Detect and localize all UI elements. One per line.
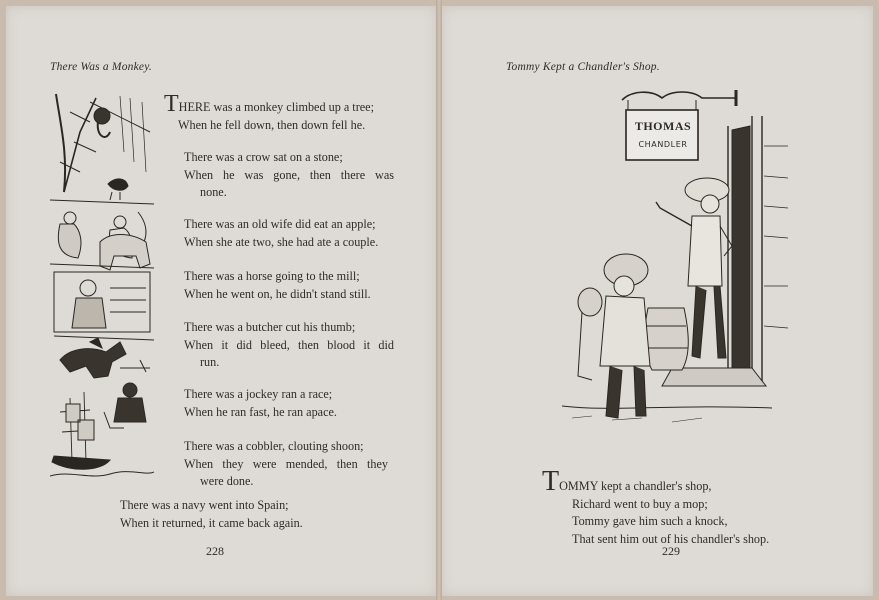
shop-sign-line-2: CHANDLER bbox=[638, 140, 688, 149]
left-page bbox=[6, 6, 436, 596]
verse-navy-line-2: When it returned, it came back again. bbox=[120, 515, 303, 530]
verse-old-wife-line-1: There was an old wife did eat an apple; bbox=[184, 217, 376, 231]
verse-old-wife bbox=[184, 216, 414, 251]
verse-crow-line-3: none. bbox=[200, 185, 227, 199]
verse-tommy-line-2: Richard went to buy a mop; bbox=[572, 496, 708, 511]
verse-cobbler-line-3: were done. bbox=[200, 474, 254, 488]
verse-horse-line-1: There was a horse going to the mill; bbox=[184, 269, 360, 283]
verse-tommy-line-4: That sent him out of his chandler's shop. bbox=[572, 531, 770, 546]
verse-tommy-line-1: OMMY kept a chandler's shop, bbox=[559, 479, 712, 493]
verse-old-wife-line-2: When she ate two, she had ate a couple. bbox=[184, 234, 379, 249]
verse-jockey-line-2: When he ran fast, he ran apace. bbox=[184, 404, 337, 419]
right-page bbox=[442, 6, 873, 596]
verse-navy bbox=[120, 497, 350, 532]
verse-butcher-line-3: run. bbox=[200, 355, 220, 369]
right-page-number: 229 bbox=[662, 544, 680, 558]
verse-tommy-line-3: Tommy gave him such a knock, bbox=[572, 514, 728, 528]
left-running-head: There Was a Monkey. bbox=[50, 61, 152, 73]
verse-crow-line-2: When he was gone, then there was bbox=[184, 167, 394, 182]
verse-horse-line-2: When he went on, he didn't stand still. bbox=[184, 286, 371, 301]
nursery-vignettes-illustration bbox=[50, 92, 154, 482]
left-page-number: 228 bbox=[206, 544, 224, 558]
verse-cobbler-line-1: There was a cobbler, clouting shoon; bbox=[184, 439, 364, 453]
verse-horse bbox=[184, 268, 414, 303]
right-running-head: Tommy Kept a Chandler's Shop. bbox=[506, 61, 660, 73]
verse-navy-line-1: There was a navy went into Spain; bbox=[120, 498, 289, 512]
shop-sign-line-1: THOMAS bbox=[634, 119, 692, 133]
verse-crow-line-1: There was a crow sat on a stone; bbox=[184, 150, 343, 164]
verse-butcher bbox=[184, 319, 394, 372]
verse-cobbler bbox=[184, 438, 388, 491]
verse-tommy-dropcap: T bbox=[542, 466, 560, 497]
verse-butcher-line-2: When it did bleed, then blood it did bbox=[184, 337, 394, 352]
verse-jockey bbox=[184, 386, 414, 421]
verse-tommy bbox=[542, 466, 832, 548]
verse-monkey bbox=[164, 91, 414, 134]
verse-monkey-dropcap: T bbox=[164, 91, 179, 117]
verse-cobbler-line-2: When they were mended, then they bbox=[184, 456, 388, 471]
verse-monkey-line-1: HERE was a monkey climbed up a tree; bbox=[178, 100, 374, 114]
verse-monkey-line-2: When he fell down, then down fell he. bbox=[178, 117, 366, 132]
verse-crow bbox=[184, 149, 394, 202]
verse-jockey-line-1: There was a jockey ran a race; bbox=[184, 387, 333, 401]
verse-butcher-line-1: There was a butcher cut his thumb; bbox=[184, 320, 356, 334]
